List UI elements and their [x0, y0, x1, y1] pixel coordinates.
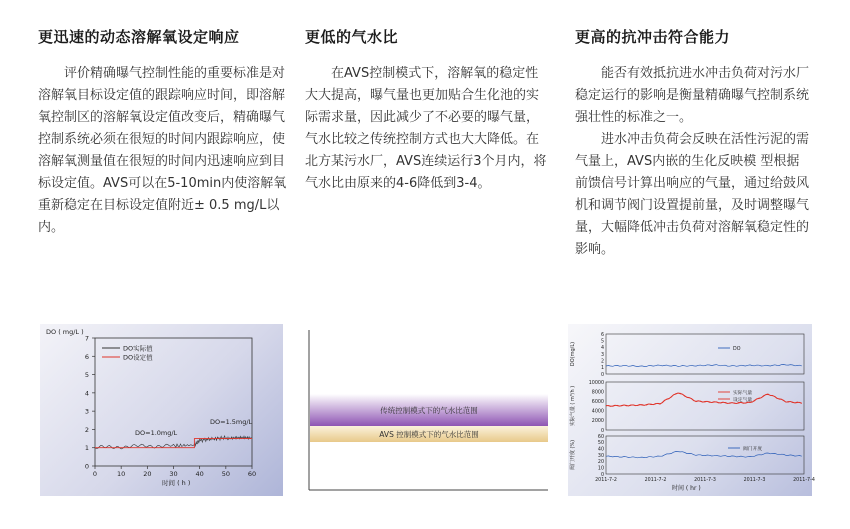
ratio-band-label: 传统控制模式下的气水比范围	[380, 406, 478, 415]
series-do-actual	[95, 436, 251, 449]
y-tick-label: 0	[600, 428, 604, 434]
x-tick-label: 2011-7-4	[793, 478, 815, 483]
y-tick-label: 5	[84, 371, 89, 380]
x-tick-label: 2011-7-2	[595, 478, 617, 483]
section-heading: 更高的抗冲击符合能力	[575, 28, 731, 46]
y-tick-label: 4	[600, 346, 604, 352]
y-axis-label: DO ( mg/L )	[46, 328, 84, 336]
do-response-chart	[40, 324, 283, 496]
y-tick-label: 6	[84, 352, 89, 361]
x-tick-label: 2011-7-2	[644, 478, 667, 483]
y-tick-label: 6000	[591, 400, 604, 405]
annotation-do-1: DO=1.0mg/L	[135, 429, 178, 437]
legend-label-actual: DO实际值	[123, 344, 153, 353]
ratio-band-label: AVS 控制模式下的气水比范围	[379, 430, 479, 439]
x-tick-label: 10	[117, 470, 126, 478]
series-line	[606, 365, 802, 367]
y-tick-label: 3	[84, 407, 89, 416]
y-tick-label: 40	[597, 447, 604, 453]
panel-frame	[606, 436, 804, 474]
legend-label-setpoint: DO设定值	[123, 353, 153, 362]
x-tick-label: 2011-7-3	[694, 478, 716, 483]
x-tick-label: 60	[247, 470, 257, 478]
y-tick-label: 2	[600, 359, 604, 365]
panel-y-label: DO(mg/L)	[570, 341, 576, 367]
series-line	[606, 393, 802, 406]
y-tick-label: 10	[597, 466, 604, 472]
annotation-do-1-5: DO=1.5mg/L	[210, 418, 253, 426]
y-tick-label: 50	[597, 441, 604, 447]
y-tick-label: 30	[597, 453, 604, 459]
x-tick-label: 0	[92, 470, 98, 478]
x-tick-label: 50	[221, 470, 230, 478]
y-tick-label: 4000	[591, 409, 604, 415]
section-heading: 更低的气水比	[305, 28, 399, 46]
section-heading: 更迅速的动态溶解氧设定响应	[38, 28, 240, 46]
y-tick-label: 0	[600, 372, 604, 378]
y-tick-label: 20	[597, 460, 604, 466]
y-tick-label: 4	[84, 389, 89, 398]
series-do-setpoint	[95, 439, 252, 448]
shock-load-chart-svg	[568, 324, 815, 496]
y-tick-label: 5	[600, 339, 604, 345]
x-tick-label: 20	[143, 470, 152, 478]
x-axis-label: 时间 ( h )	[162, 479, 191, 487]
section-paragraph: 在AVS控制模式下，溶解氧的稳定性大大提高，曝气量也更加贴合生化池的实际需求量，因此减少了不必要的曝气量，气水比较之传统控制方式也大大降低。在北方某污水厂，AVS连续运行3个月内，将气水比由原来的4-6降低到3-4。	[305, 66, 547, 191]
panel-frame	[606, 334, 804, 374]
y-tick-label: 8000	[591, 390, 604, 396]
panel-y-label: 实际气量 ( m³/h )	[570, 385, 576, 427]
section-paragraph: 评价精确曝气控制性能的重要标准是对溶解氧目标设定值的跟踪响应时间，即溶解氧控制区的溶解氧设定值改变后，精确曝气控制系统必须在很短的时间内跟踪响应，使溶解氧测量值在很短的时间内迅速响应到目标设定值。AVS可以在5-10min内使溶解氧重新稳定在目标设定值附近± 0.5 mg/L以内。	[38, 66, 287, 235]
legend-label: 实际气量	[733, 391, 753, 396]
y-tick-label: 10000	[588, 380, 604, 386]
air-water-ratio-chart	[302, 324, 550, 496]
do-response-chart-svg	[40, 324, 283, 496]
y-tick-label: 1	[84, 444, 89, 453]
y-tick-label: 60	[597, 434, 604, 440]
section-paragraph: 进水冲击负荷会反映在活性污泥的需气量上，AVS内嵌的生化反映模 型根据前馈信号计算出响应的气量，通过给鼓风机和调节阀门设置提前量，及时调整曝气量，大幅降低冲击负荷对溶解氧稳定性的影响。	[575, 132, 810, 257]
y-tick-label: 7	[84, 334, 89, 343]
y-tick-label: 0	[84, 462, 89, 471]
x-tick-label: 40	[195, 470, 204, 478]
x-tick-label: 2011-7-3	[743, 478, 766, 483]
y-tick-label: 6	[600, 332, 604, 338]
y-tick-label: 3	[600, 352, 604, 358]
shock-load-chart	[568, 324, 815, 496]
y-tick-label: 1	[600, 366, 604, 372]
y-tick-label: 2000	[591, 419, 604, 425]
legend-label: 阀门开度	[743, 447, 763, 452]
x-tick-label: 30	[169, 470, 178, 478]
legend-label: 设定气量	[733, 398, 753, 403]
series-line	[606, 452, 802, 458]
y-tick-label: 0	[600, 472, 604, 478]
section-paragraph: 能否有效抵抗进水冲击负荷对污水厂稳定运行的影响是衡量精确曝气控制系统强壮性的标准之一。	[575, 66, 810, 125]
x-axis-label: 时间 ( hr )	[672, 485, 701, 492]
panel-y-label: 阀门开度 (%)	[570, 439, 576, 471]
y-tick-label: 2	[84, 425, 89, 434]
air-water-ratio-chart-svg	[302, 324, 550, 496]
legend-label: DO	[733, 347, 741, 352]
